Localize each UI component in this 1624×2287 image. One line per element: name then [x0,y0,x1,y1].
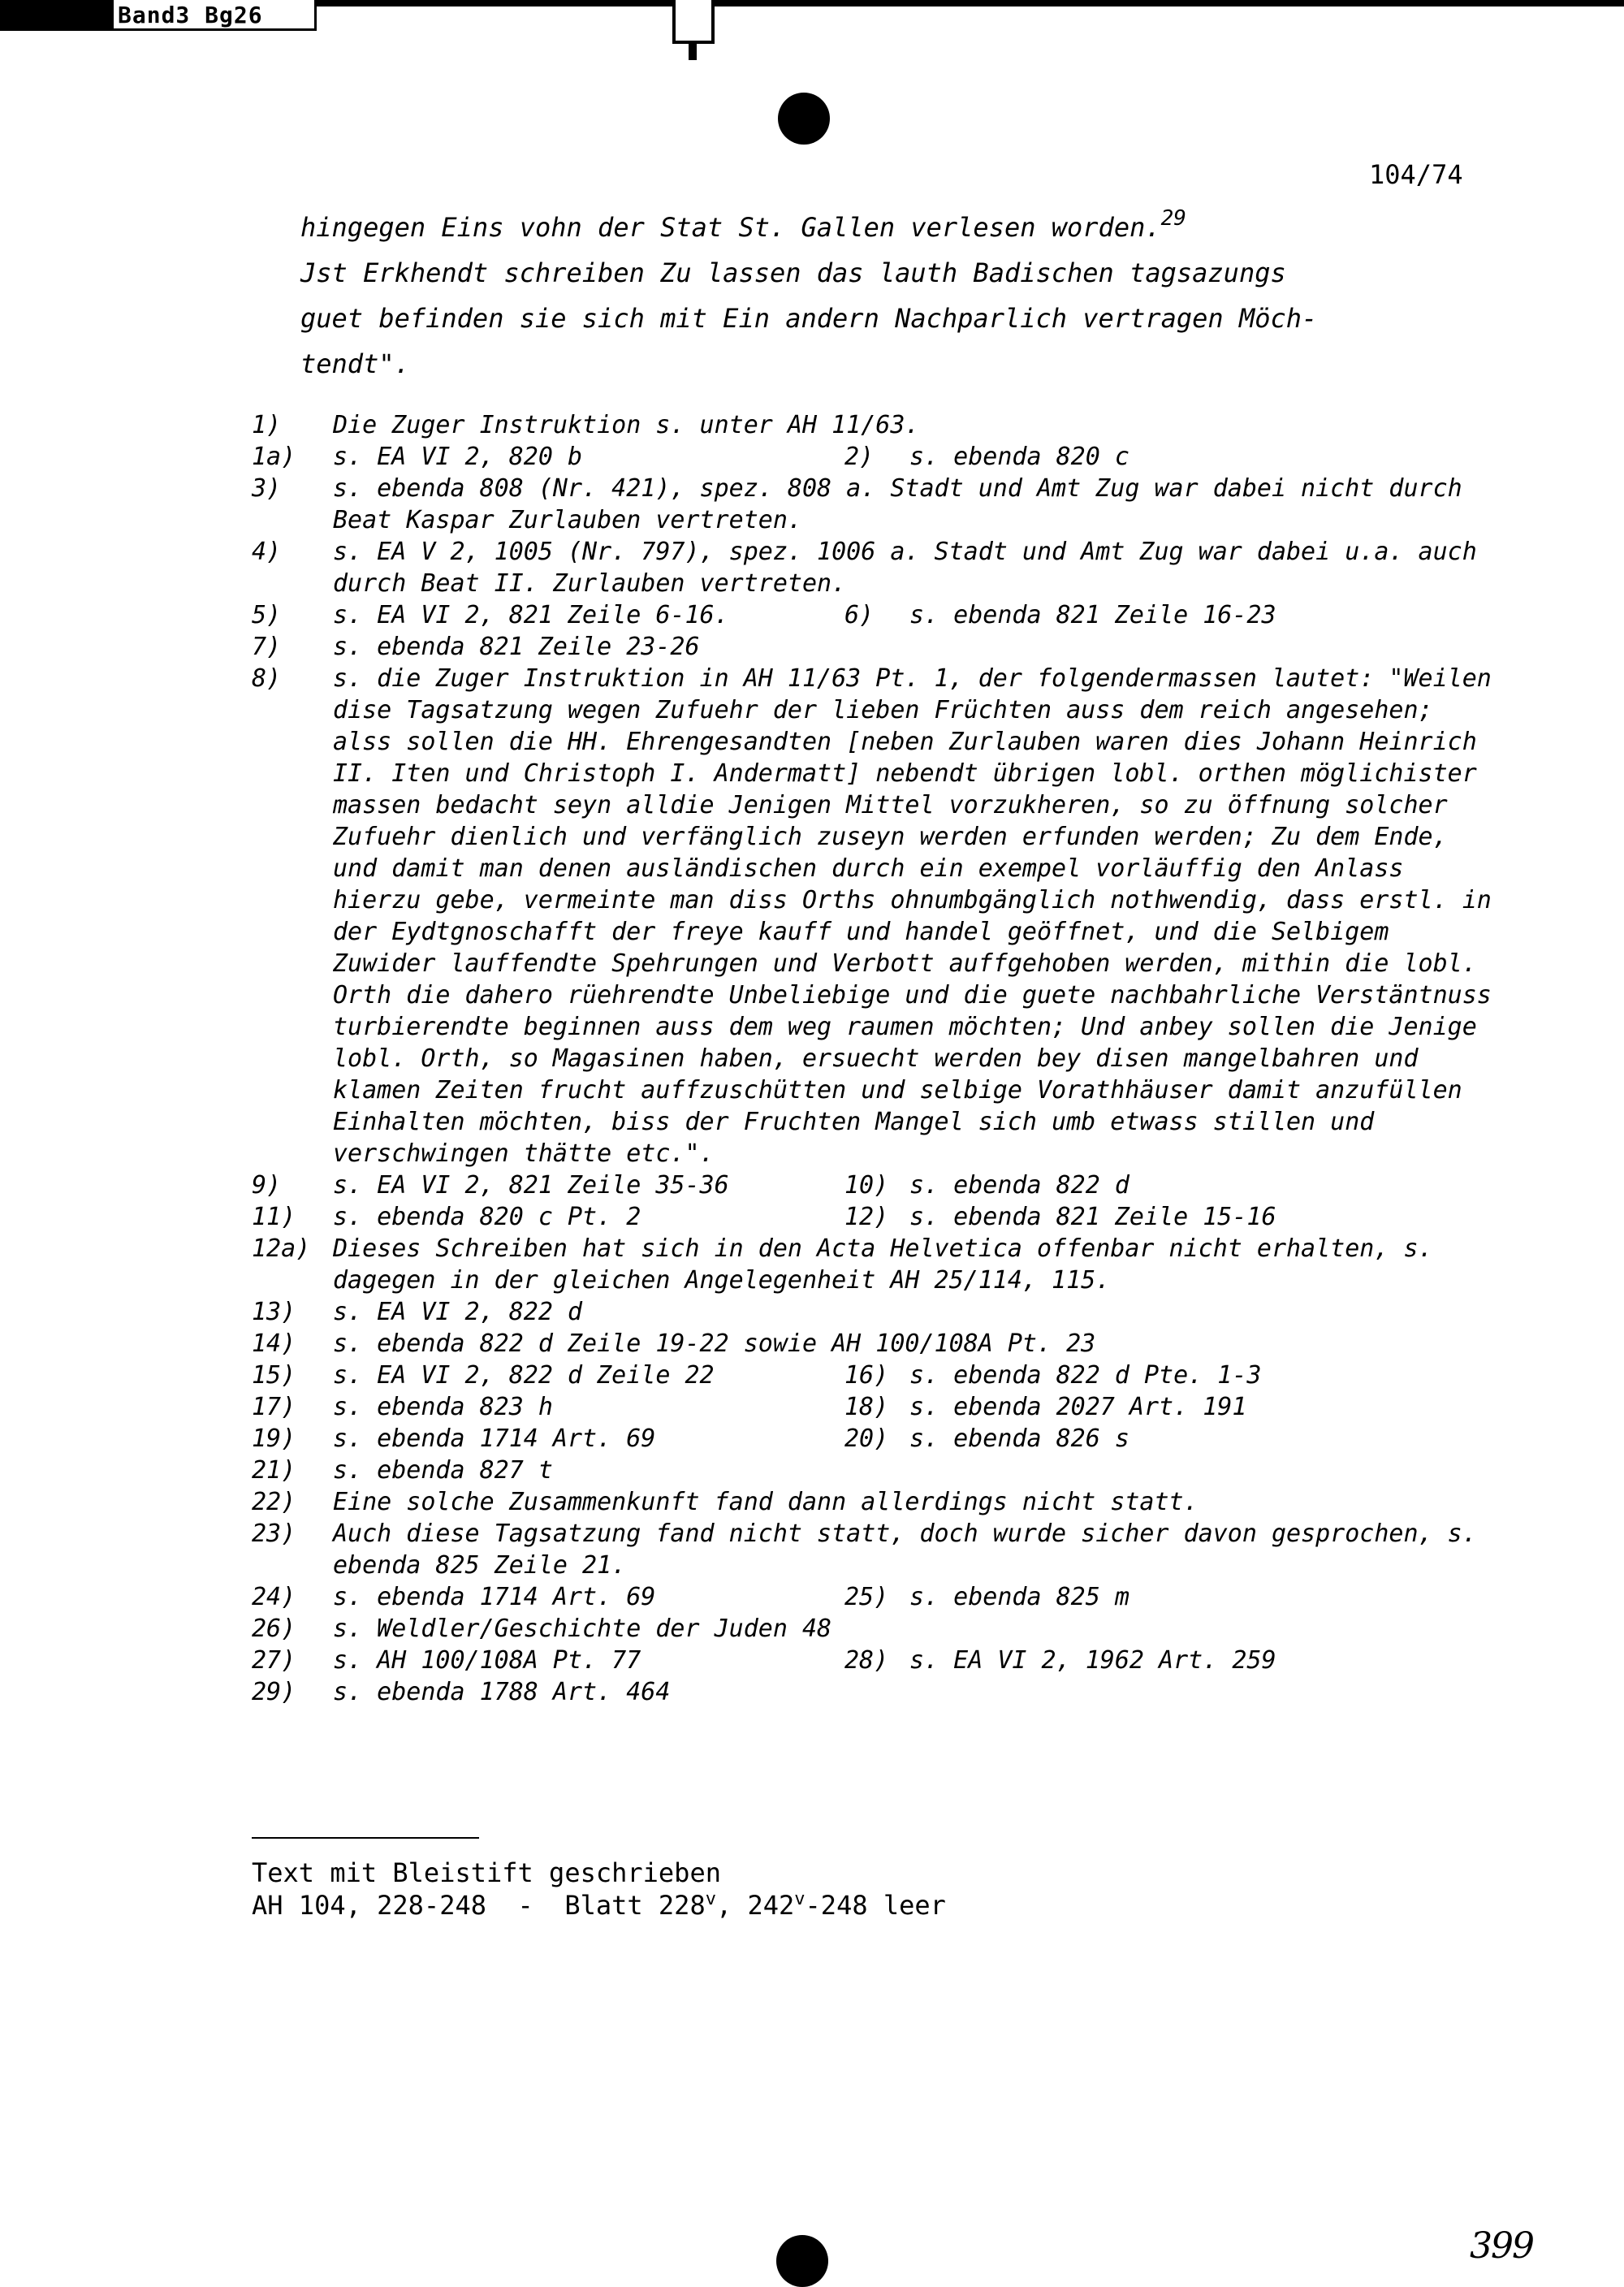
footnote-number: 4) [252,538,282,566]
footnote-item [252,1233,1502,1296]
footnote-number: 23) [252,1520,296,1548]
footnotes-list [252,409,1502,1708]
footnote-text: s. ebenda 822 d Pte. 1-3 [909,1361,1262,1390]
corner-tag-redaction [0,0,114,31]
footnote-number: 13) [252,1298,296,1326]
corner-tag-label: Band3 Bg26 [118,2,263,28]
footnote-number: 15) [252,1361,296,1390]
footnote-number: 17) [252,1393,296,1421]
footnote-text: s. ebenda 821 Zeile 23-26 [333,633,700,661]
footnote-item [252,441,1502,473]
page-reference: 104/74 [1369,159,1463,190]
punch-hole-top [778,93,830,145]
body-line: hingegen Eins vohn der Stat St. Gallen verlesen worden.$^{29}$ [300,206,1186,243]
footnote-number: 25) [844,1583,889,1611]
footnote-number: 27) [252,1646,296,1675]
body-text [300,205,1486,387]
footnote-item [252,536,1502,599]
source-note-line-2: AH 104, 228-248 - Blatt 228$^v$, 242$^v$-248 leer [252,1889,946,1921]
footnote-item [252,1455,1502,1486]
body-line: guet befinden sie sich mit Ein andern Nachparlich vertragen Möch- [300,303,1318,334]
footnote-item [252,1518,1502,1581]
footnote-item [252,663,1502,1169]
footnote-number: 12) [844,1203,889,1231]
footnote-text: s. EA V 2, 1005 (Nr. 797), spez. 1006 a. Stadt und Amt Zug war dabei u.a. auch durch Beat II. Zurlauben vertreten. [333,538,1477,598]
footnote-number: 11) [252,1203,296,1231]
footnote-number: 1a) [252,443,296,471]
punch-hole-bottom [776,2235,828,2287]
body-line: tendt". [300,348,410,379]
corner-tag [0,0,317,31]
footnote-item [252,1486,1502,1518]
footnote-number: 6) [844,601,875,629]
footnote-number: 14) [252,1329,296,1358]
footnote-item [252,1201,1502,1233]
footnote-text: s. ebenda 1788 Art. 464 [333,1678,671,1706]
footnote-text: Auch diese Tagsatzung fand nicht statt, doch wurde sicher davon gesprochen, s. ebenda 825 Zeile 21. [333,1520,1477,1580]
footnote-text: s. ebenda 825 m [909,1583,1129,1611]
footnote-number: 28) [844,1646,889,1675]
footnote-text: s. ebenda 827 t [333,1456,553,1485]
handwritten-page-number: 399 [1470,2225,1533,2267]
footnote-text: s. ebenda 820 c [909,443,1129,471]
footnote-text: s. EA VI 2, 821 Zeile 6-16. [333,601,729,629]
footnote-text: s. ebenda 822 d Zeile 19-22 sowie AH 100/108A Pt. 23 [333,1329,1096,1358]
footnote-number: 22) [252,1488,296,1516]
footnote-text: s. ebenda 808 (Nr. 421), spez. 808 a. Stadt und Amt Zug war dabei nicht durch Beat Kaspar Zurlauben vertreten. [333,474,1462,534]
footnote-item [252,473,1502,536]
footnote-text: s. ebenda 1714 Art. 69 [333,1425,656,1453]
footnote-number: 8) [252,664,282,693]
footnote-item [252,1676,1502,1708]
footnote-text: s. ebenda 822 d [909,1171,1129,1200]
footnote-text: s. EA VI 2, 820 b [333,443,583,471]
footnote-text: Die Zuger Instruktion s. unter AH 11/63. [333,411,920,439]
footnote-item [252,1296,1502,1328]
footnote-number: 29) [252,1678,296,1706]
footnote-number: 2) [844,443,875,471]
footnote-number: 16) [844,1361,889,1390]
footnote-number: 26) [252,1615,296,1643]
footnote-number: 1) [252,411,282,439]
footnote-item [252,631,1502,663]
footnote-text: s. ebenda 823 h [333,1393,553,1421]
footnote-text: Eine solche Zusammenkunft fand dann allerdings nicht statt. [333,1488,1199,1516]
footnote-text: s. AH 100/108A Pt. 77 [333,1646,641,1675]
footnote-text: s. ebenda 820 c Pt. 2 [333,1203,641,1231]
footnote-item [252,1645,1502,1676]
footnote-item [252,1328,1502,1360]
footnote-number: 20) [844,1425,889,1453]
footnote-number: 21) [252,1456,296,1485]
staple-mark [672,0,715,44]
footnote-item [252,1169,1502,1201]
source-note [252,1857,946,1922]
top-edge-bar [317,0,1624,6]
footnote-text: s. die Zuger Instruktion in AH 11/63 Pt. 1, der folgendermassen lautet: "Weilen dise Tagsatzung wegen Zufuehr der lieben Früchten auss dem reich angesehen; alss sollen die HH. Ehrengesandten [neben Zurlauben waren dies Johann Heinrich II. Iten und Christoph I. Andermatt] nebendt übrigen lobl. orthen möglichister massen bedacht seyn alldie Jenigen Mittel vorzukheren, so zu öffnung solcher Zufuehr dienlich und verfänglich zuseyn werden erfunden werden; Zu dem Ende, und damit man denen ausländischen durch ein exempel vorläuffig den Anlass hierzu gebe, vermeinte man diss Orths ohnumbgänglich nothwendig, dass erstl. in der Eydtgnoschafft der freye kauff und handel geöffnet, und die Selbigem Zuwider lauffendte Spehrungen und Verbott auffgehoben werden, mithin die lobl. Orth die dahero rüehrendte Unbeliebige und die guete nachbahrliche Verstäntnuss turbierendte beginnen auss dem weg raumen möchten; Und anbey sollen die Jenige lobl. Orth, so Magasinen haben, ersuecht werden bey disen mangelbahren und klamen Zeiten frucht auffzuschütten und selbige Vorathhäuser damit anzufüllen Einhalten möchten, biss der Fruchten Mangel sich umb etwass stillen und verschwingen thätte etc.". [333,664,1492,1168]
footnote-item [252,1613,1502,1645]
footnote-text: s. Weldler/Geschichte der Juden 48 [333,1615,832,1643]
footnote-marker: 29 [1160,206,1186,231]
footnote-text: s. ebenda 826 s [909,1425,1129,1453]
footnote-text: s. ebenda 1714 Art. 69 [333,1583,656,1611]
footnote-item [252,599,1502,631]
footnote-item [252,409,1502,441]
footnote-number: 12a) [252,1234,311,1263]
source-note-line-1: Text mit Bleistift geschrieben [252,1857,721,1888]
footnote-item [252,1581,1502,1613]
footnote-text: s. EA VI 2, 822 d Zeile 22 [333,1361,715,1390]
footnote-text: Dieses Schreiben hat sich in den Acta Helvetica offenbar nicht erhalten, s. dagegen in der gleichen Angelegenheit AH 25/114, 115. [333,1234,1433,1295]
footnote-number: 3) [252,474,282,503]
footnote-item [252,1423,1502,1455]
footnote-item [252,1391,1502,1423]
footnote-number: 19) [252,1425,296,1453]
footnote-text: s. EA VI 2, 1962 Art. 259 [909,1646,1276,1675]
footnote-number: 10) [844,1171,889,1200]
footnote-text: s. ebenda 821 Zeile 16-23 [909,601,1276,629]
footnote-number: 7) [252,633,282,661]
footnote-number: 24) [252,1583,296,1611]
footnote-text: s. ebenda 821 Zeile 15-16 [909,1203,1276,1231]
separator-line [252,1837,479,1839]
footnote-text: s. EA VI 2, 821 Zeile 35-36 [333,1171,729,1200]
footnote-number: 18) [844,1393,889,1421]
footnote-text: s. EA VI 2, 822 d [333,1298,583,1326]
footnote-text: s. ebenda 2027 Art. 191 [909,1393,1247,1421]
footnote-number: 5) [252,601,282,629]
footnote-number: 9) [252,1171,282,1200]
body-line: Jst Erkhendt schreiben Zu lassen das lauth Badischen tagsazungs [300,257,1286,288]
footnote-item [252,1360,1502,1391]
